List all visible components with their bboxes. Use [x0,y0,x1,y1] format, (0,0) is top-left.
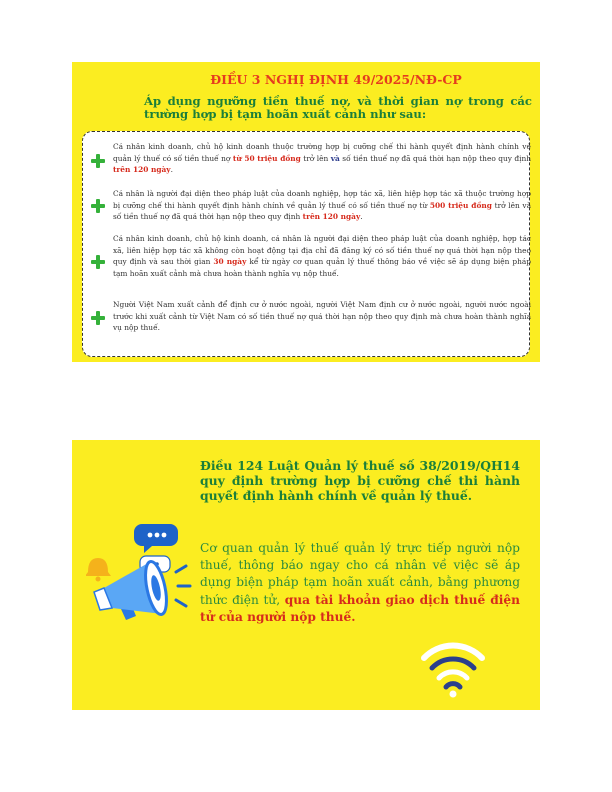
top-title: ĐIỀU 3 NGHỊ ĐỊNH 49/2025/NĐ-CP [210,72,462,87]
top-infographic-panel [72,62,540,362]
bottom-infographic-panel [72,440,540,710]
megaphone-icon [86,518,198,630]
conditions-box [82,131,530,357]
condition-item-1: Cá nhân kinh doanh, chủ hộ kinh doanh thuộc trường hợp bị cưỡng chế thi hành quyết định hành chính về quản lý thuế có số tiền thuế nợ từ 50 triệu đồng trở lên và số tiền thuế nợ đã quá thời hạn nộp theo quy định trên 120 ngày. [113,141,531,176]
wifi-icon [418,636,488,698]
condition-item-3: Cá nhân kinh doanh, chủ hộ kinh doanh, cá nhân là người đại diện theo pháp luật của doanh nghiệp, hợp tác xã, liên hiệp hợp tác xã không còn hoạt động tại địa chỉ đã đăng ký có số tiền thuế nợ quá thời hạn nộp theo quy định và sau thời gian 30 ngày kể từ ngày cơ quan quản lý thuế thông báo về việc sẽ áp dụng biện pháp tạm hoãn xuất cảnh mà chưa hoàn thành nghĩa vụ nộp thuế. [113,233,531,279]
plus-cross-icon [91,311,105,325]
condition-item-4: Người Việt Nam xuất cảnh để định cư ở nước ngoài, người Việt Nam định cư ở nước ngoài, người nước ngoài trước khi xuất cảnh từ Việt Nam có số tiền thuế nợ quá thời hạn nộp theo quy định mà chưa hoàn thành nghĩa vụ nộp thuế. [113,299,531,334]
condition-item-2: Cá nhân là người đại diện theo pháp luật của doanh nghiệp, hợp tác xã, liên hiệp hợp tác xã thuộc trường hợp bị cưỡng chế thi hành quyết định hành chính về quản lý thuế có số tiền thuế nợ từ 500 triệu đồng trở lên và số tiền thuế nợ đã quá thời hạn nộp theo quy định trên 120 ngày. [113,188,531,223]
top-subtitle: Áp dụng ngưỡng tiền thuế nợ, và thời gian nợ trong các trường hợp bị tạm hoãn xuất cảnh như sau: [144,94,532,121]
plus-cross-icon [91,154,105,168]
law-heading: Điều 124 Luật Quản lý thuế số 38/2019/QH14 quy định trường hợp bị cưỡng chế thi hành quyết định hành chính về quản lý thuế. [200,458,520,503]
plus-cross-icon [91,199,105,213]
law-body: Cơ quan quản lý thuế quản lý trực tiếp người nộp thuế, thông báo ngay cho cá nhân về việc sẽ áp dụng biện pháp tạm hoãn xuất cảnh, bằng phương thức điện tử, qua tài khoản giao dịch thuế điện tử của người nộp thuế. [200,541,520,624]
plus-cross-icon [91,255,105,269]
